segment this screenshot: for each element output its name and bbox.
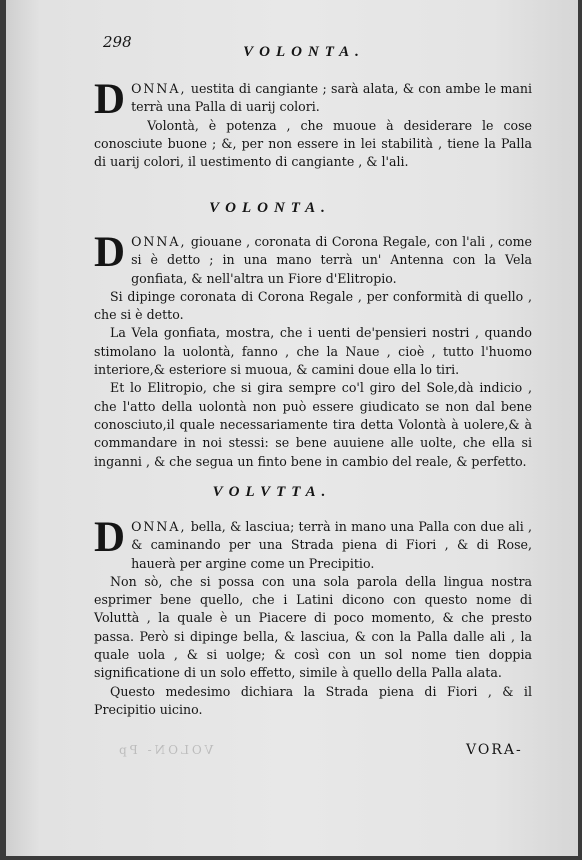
book-page (6, 0, 578, 856)
drop-cap: D (94, 76, 126, 123)
entry-lead: ONNA, (131, 519, 187, 534)
entry-heading-volonta-1: VOLONTA. (243, 44, 365, 60)
bleed-through-bottom: VOLON- Pp (116, 743, 214, 757)
entry-paragraph: Questo medesimo dichiara la Strada piena di Fiori , & il Precipitio uicino. (94, 683, 532, 717)
entry-heading-voluttà: VOLVTTA. (212, 484, 332, 500)
entry-lead: ONNA, (131, 81, 187, 96)
entry-paragraph: Et lo Elitropio, che si gira sempre co'l giro del Sole,dà indicio , che l'atto della uolontà non può essere giudicato se non dal bene conosciuto,il quale necessariamente tira detta Volontà à uolere,& à commandare in noi stessi: se bene auuiene alle uolte, che ella si inganni , & che segua un finto bene in cambio del reale, & perfetto. (94, 380, 532, 469)
entry-heading-volonta-2: VOLONTA. (209, 200, 331, 216)
drop-cap: D (94, 229, 126, 276)
entry-paragraph: La Vela gonfiata, mostra, che i uenti de'pensieri nostri , quando stimolano la uolontà, fanno , che la Naue , cioè , tutto l'huomo interiore,& esteriore si muoua, & camini doue ella lo tiri. (94, 325, 532, 378)
entry-paragraph (94, 76, 532, 123)
catchword: VORA- (466, 742, 523, 758)
drop-cap: D (94, 514, 126, 561)
entry-paragraph: Si dipinge coronata di Corona Regale , per conformità di quello , che si è detto. (94, 288, 532, 323)
entry-volutta (94, 514, 532, 719)
entry-paragraph (94, 229, 532, 288)
entry-lead: ONNA, (131, 234, 187, 249)
entry-volonta-1 (94, 76, 532, 171)
entry-paragraph (94, 514, 532, 573)
page-number: 298 (103, 33, 132, 51)
entry-text: giouane , coronata di Corona Regale, con l'ali , come si è detto ; in una mano terrà un' Antenna con la Vela gonfiata, & nell'altra un Fiore d'Elitropio. (131, 234, 532, 286)
entry-text: uestita di cangiante ; sarà alata, & con ambe le mani terrà una Palla di uarij colori. (131, 81, 532, 115)
entry-text: bella, & lasciua; terrà in mano una Palla con due ali , & caminando per una Strada piena di Fiori , & di Rose, hauerà per argine come un Precipitio. (131, 519, 532, 571)
entry-volonta-2 (94, 229, 532, 471)
entry-paragraph: Non sò, che si possa con una sola parola della lingua nostra esprimer bene quello, che i Latini dicono con questo nome di Voluttà , la quale è un Piacere di poco momento, & che presto passa. Però si dipinge bella, & lasciua, & con la Palla dalle ali , la quale uola , & si uolge; & così con un sol nome tien doppia significatione di un solo effetto, simile à quello della Palla alata. (94, 573, 532, 681)
entry-paragraph: Volontà, è potenza , che muoue à desiderare le cose conosciute buone ; &, per non essere in lei stabilità , tiene la Palla di uarij colori, il uestimento di cangiante , & l'ali. (94, 117, 532, 170)
